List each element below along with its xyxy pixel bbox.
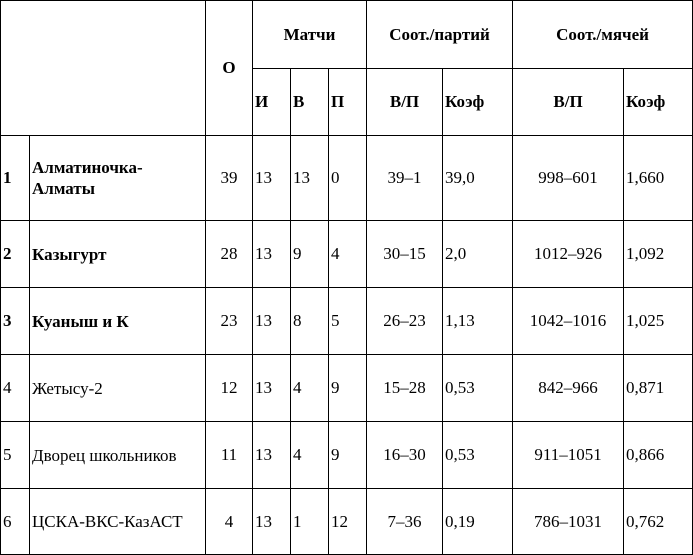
- lost-cell: 9: [329, 422, 367, 489]
- header-won: В: [291, 69, 329, 136]
- points-cell: 4: [206, 489, 253, 555]
- points-cell: 28: [206, 221, 253, 288]
- played-cell: 13: [253, 355, 291, 422]
- sets-coef-cell: 1,13: [443, 288, 513, 355]
- rank-cell: 4: [1, 355, 30, 422]
- team-cell: Дворец школьников: [30, 422, 206, 489]
- sets-cell: 7–36: [367, 489, 443, 555]
- balls-cell: 1012–926: [513, 221, 624, 288]
- balls-cell: 998–601: [513, 136, 624, 221]
- team-cell: Алматиночка-Алматы: [30, 136, 206, 221]
- table-row: [1, 221, 693, 288]
- rank-cell: 5: [1, 422, 30, 489]
- table-row: [1, 136, 693, 221]
- team-cell: Жетысу-2: [30, 355, 206, 422]
- won-cell: 4: [291, 422, 329, 489]
- lost-cell: 9: [329, 355, 367, 422]
- header-balls-coef: Коэф: [624, 69, 693, 136]
- sets-cell: 39–1: [367, 136, 443, 221]
- lost-cell: 12: [329, 489, 367, 555]
- rank-cell: 3: [1, 288, 30, 355]
- team-cell: Казыгурт: [30, 221, 206, 288]
- balls-coef-cell: 0,866: [624, 422, 693, 489]
- header-played: И: [253, 69, 291, 136]
- won-cell: 13: [291, 136, 329, 221]
- header-empty-cell: [1, 1, 206, 136]
- header-matches: Матчи: [253, 1, 367, 69]
- sets-coef-cell: 0,53: [443, 422, 513, 489]
- table-row: [1, 422, 693, 489]
- balls-coef-cell: 0,762: [624, 489, 693, 555]
- sets-coef-cell: 0,19: [443, 489, 513, 555]
- sets-cell: 15–28: [367, 355, 443, 422]
- balls-coef-cell: 1,660: [624, 136, 693, 221]
- header-row: [1, 1, 693, 69]
- points-cell: 23: [206, 288, 253, 355]
- sets-cell: 26–23: [367, 288, 443, 355]
- table-row: [1, 288, 693, 355]
- points-cell: 11: [206, 422, 253, 489]
- rank-cell: 1: [1, 136, 30, 221]
- lost-cell: 5: [329, 288, 367, 355]
- lost-cell: 4: [329, 221, 367, 288]
- played-cell: 13: [253, 489, 291, 555]
- won-cell: 9: [291, 221, 329, 288]
- sets-coef-cell: 0,53: [443, 355, 513, 422]
- header-balls-ratio: Соот./мячей: [513, 1, 693, 69]
- balls-cell: 842–966: [513, 355, 624, 422]
- header-sets-ratio: Соот./партий: [367, 1, 513, 69]
- played-cell: 13: [253, 221, 291, 288]
- header-points: О: [206, 1, 253, 136]
- sets-cell: 16–30: [367, 422, 443, 489]
- header-lost: П: [329, 69, 367, 136]
- played-cell: 13: [253, 288, 291, 355]
- points-cell: 12: [206, 355, 253, 422]
- team-cell: ЦСКА-ВКС-КазАСТ: [30, 489, 206, 555]
- played-cell: 13: [253, 136, 291, 221]
- won-cell: 1: [291, 489, 329, 555]
- header-balls-wl: В/П: [513, 69, 624, 136]
- won-cell: 8: [291, 288, 329, 355]
- lost-cell: 0: [329, 136, 367, 221]
- won-cell: 4: [291, 355, 329, 422]
- balls-cell: 911–1051: [513, 422, 624, 489]
- sets-coef-cell: 39,0: [443, 136, 513, 221]
- balls-coef-cell: 0,871: [624, 355, 693, 422]
- header-sets-wl: В/П: [367, 69, 443, 136]
- sets-coef-cell: 2,0: [443, 221, 513, 288]
- balls-cell: 786–1031: [513, 489, 624, 555]
- balls-coef-cell: 1,092: [624, 221, 693, 288]
- rank-cell: 6: [1, 489, 30, 555]
- balls-cell: 1042–1016: [513, 288, 624, 355]
- team-cell: Куаныш и К: [30, 288, 206, 355]
- balls-coef-cell: 1,025: [624, 288, 693, 355]
- sets-cell: 30–15: [367, 221, 443, 288]
- table-row: [1, 489, 693, 555]
- played-cell: 13: [253, 422, 291, 489]
- table-row: [1, 355, 693, 422]
- rank-cell: 2: [1, 221, 30, 288]
- points-cell: 39: [206, 136, 253, 221]
- header-sets-coef: Коэф: [443, 69, 513, 136]
